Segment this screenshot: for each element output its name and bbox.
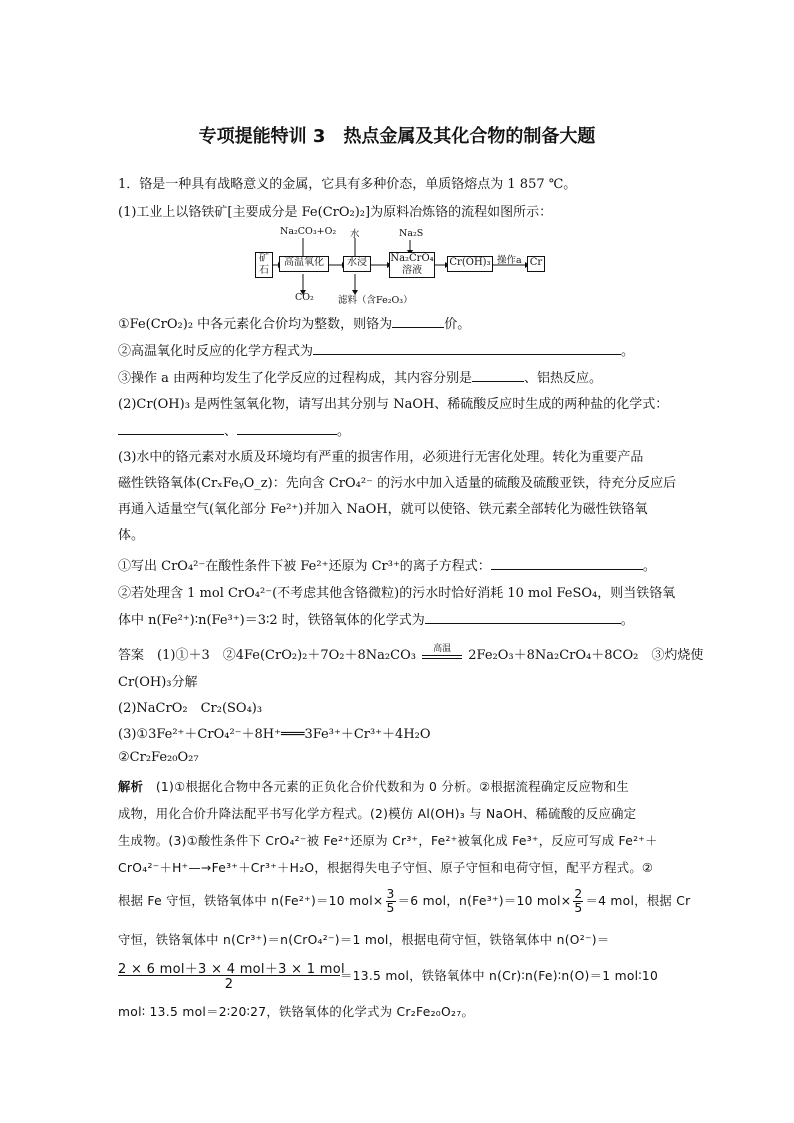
explanation-line-6: 守恒，铁铬氧体中 n(Cr³⁺)＝n(CrO₄²⁻)＝1 mol，根据电荷守恒，铁铬氧体中 n(O²⁻)＝ (118, 933, 610, 947)
explanation-line-2: 成物，用化合价升降法配平书写化学方程式。(2)模仿 Al(OH)₃ 与 NaOH、稀硫酸的反应确定 (118, 807, 637, 821)
document-page: 专项提能特训 3 热点金属及其化合物的制备大题 1．铬是一种具有战略意义的金属，它具有多种价态，单质铬熔点为 1 857 ℃。 (1)工业上以铬铁矿[主要成分是 Fe(CrO₂)₂]为原料冶炼铬的流程如图所示： 矿石 高温氧化 水浸 Na₂CrO₄溶液 Cr(OH)₃ Cr Na₂CO₃+O₂ 水 Na₂S CO₂ 滤料（含Fe₂O₃） 操作a ①Fe(CrO₂)₂ 中各元素化合价均为整数，则铬为 价。 ②高温氧化时反应的化学方程式为 。 ③操作 a 由两种均发生了化学反应的过程构成，其内容分别是 、铝热反应。 (2)Cr(OH)₃ 是两性氢氧化物，请写出其分别与 NaOH、稀硫酸反应时生成的两种盐的化学式： 、 。 (3)水中的铬元素对水质及环境均有严重的损害作用，必须进行无害化处理。转化为重要产品 磁性铁铬氧体(CrₓFeᵧO_z)：先向含 CrO₄²⁻ 的污水中加入适量的硫酸及硫酸亚铁，待充分反应后 再通入适量空气(氧化部分 Fe²⁺)并加入 NaOH，就可以使铬、铁元素全部转化为磁性铁铬氧 体。 ①写出 CrO₄²⁻在酸性条件下被 Fe²⁺还原为 Cr³⁺的离子方程式： 。 ②若处理含 1 mol CrO₄²⁻(不考虑其他含铬微粒)的污水时恰好消耗 10 mol FeSO₄，则当铁铬氧 体中 n(Fe²⁺)∶n(Fe³⁺)＝3∶2 时，铁铬氧体的化学式为 。 答案 (1)①＋3 ②4Fe(CrO₂)₂＋7O₂＋8Na₂CO₃ 高温 2Fe₂O₃＋8Na₂CrO₄＋8CO₂ ③灼烧使 Cr(OH)₃分解 (2)NaCrO₂ Cr₂(SO₄)₃ (3)①3Fe²⁺＋CrO₄²⁻＋8H⁺═══3Fe³⁺＋Cr³⁺＋4H₂O ②Cr₂Fe₂₀O₂₇ 解析 (1)①根据化合物中各元素的正负化合价代数和为 0 分析。②根据流程确定反应物和生 成物，用化合价升降法配平书写化学方程式。(2)模仿 Al(OH)₃ 与 NaOH、稀硫酸的反应确定 生成物。(3)①酸性条件下 CrO₄²⁻被 Fe²⁺还原为 Cr³⁺，Fe²⁺被氧化成 Fe³⁺，反应可写成 Fe²⁺＋ CrO₄²⁻＋H⁺—→Fe³⁺＋Cr³⁺＋H₂O，根据得失电子守恒、原子守恒和电荷守恒，配平方程式。② 根据 Fe 守恒，铁铬氧体中 n(Fe²⁺)＝10 mol× $\frac{3}{5}$ ＝6 mol，n(Fe³⁺)＝10 mol× $\frac{2}{5}$ ＝4 mol，根据 Cr 守恒，铁铬氧体中 n(Cr³⁺)＝n(CrO₄²⁻)＝1 mol，根据电荷守恒，铁铬氧体中 n(O²⁻)＝ 2 × 6 mol＋3 × 4 mol＋3 × 1 mol 2 ＝13.5 mol，铁铬氧体中 n(Cr)∶n(Fe)∶n(O)＝1 mol∶10 mol∶ 13.5 mol＝2∶20∶27，铁铬氧体的化学式为 Cr₂Fe₂₀O₂₇。 (0, 0, 794, 1123)
reaction-condition: 高温 (420, 649, 464, 663)
question-1-b: ②高温氧化时反应的化学方程式为 。 (118, 344, 635, 359)
answer-blank (313, 342, 621, 355)
operation-label: 操作a (497, 255, 522, 266)
answer-blank (425, 611, 621, 624)
answer-line-1: 答案 (1)①＋3 ②4Fe(CrO₂)₂＋7O₂＋8Na₂CO₃ 高温 2Fe₂O₃＋8Na₂CrO₄＋8CO₂ ③灼烧使 (118, 643, 704, 663)
answer-line-5: ②Cr₂Fe₂₀O₂₇ (118, 750, 199, 765)
explanation-line-1: 解析 (1)①根据化合物中各元素的正负化合价代数和为 0 分析。②根据流程确定反应物和生 (118, 780, 630, 794)
fraction: $\frac{3}{5}$ (386, 887, 395, 915)
explanation-line-5: 根据 Fe 守恒，铁铬氧体中 n(Fe²⁺)＝10 mol× $\frac{3}{5}$ ＝6 mol，n(Fe³⁺)＝10 mol× $\frac{2}{5}$ ＝4 mol，根据 Cr (118, 887, 691, 915)
explanation-line-3: 生成物。(3)①酸性条件下 CrO₄²⁻被 Fe²⁺还原为 Cr³⁺，Fe²⁺被氧化成 Fe³⁺，反应可写成 Fe²⁺＋ (118, 834, 658, 848)
explanation-line-7: ＝13.5 mol，铁铬氧体中 n(Cr)∶n(Fe)∶n(O)＝1 mol∶10 (340, 969, 659, 983)
question-1-part-1: (1)工业上以铬铁矿[主要成分是 Fe(CrO₂)₂]为原料冶炼铬的流程如图所示： (118, 205, 553, 220)
explanation-line-8: mol∶ 13.5 mol＝2∶20∶27，铁铬氧体的化学式为 Cr₂Fe₂₀O₂₇。 (118, 1005, 475, 1019)
fraction: $\frac{2}{5}$ (574, 887, 583, 915)
question-1-c: ③操作 a 由两种均发生了化学反应的过程构成，其内容分别是 、铝热反应。 (118, 371, 603, 386)
output-label-1: CO₂ (295, 292, 314, 303)
question-3-line-3: 再通入适量空气(氧化部分 Fe²⁺)并加入 NaOH，就可以使铬、铁元素全部转化为磁性铁铬氧 (118, 502, 648, 517)
ore-box: 矿石 (255, 252, 273, 278)
answer-blank (237, 422, 337, 435)
reagent-label-3: Na₂S (399, 228, 424, 239)
roast-box: 高温氧化 (279, 256, 329, 272)
answer-label: 答案 (118, 648, 145, 663)
answer-blank (392, 315, 444, 328)
question-3-line-1: (3)水中的铬元素对水质及环境均有严重的损害作用，必须进行无害化处理。转化为重要产品 (118, 450, 644, 465)
question-3-line-4: 体。 (118, 528, 145, 543)
explanation-label: 解析 (118, 780, 144, 794)
chromium-box: Cr (527, 256, 545, 272)
question-3-b-line-1: ②若处理含 1 mol CrO₄²⁻(不考虑其他含铬微粒)的污水时恰好消耗 10 mol FeSO₄，则当铁铬氧 (118, 586, 676, 601)
question-3-line-2: 磁性铁铬氧体(CrₓFeᵧO_z)：先向含 CrO₄²⁻ 的污水中加入适量的硫酸及硫酸亚铁，待充分反应后 (118, 476, 677, 491)
output-label-2: 滤料（含Fe₂O₃） (338, 295, 413, 306)
reagent-label-1: Na₂CO₃+O₂ (280, 226, 337, 237)
page-title: 专项提能特训 3 热点金属及其化合物的制备大题 (198, 126, 596, 147)
question-2: (2)Cr(OH)₃ 是两性氢氧化物，请写出其分别与 NaOH、稀硫酸反应时生成的两种盐的化学式： (118, 397, 669, 412)
answer-line-3: (2)NaCrO₂ Cr₂(SO₄)₃ (118, 701, 263, 716)
answer-blank (118, 422, 224, 435)
question-1-intro: 1．铬是一种具有战略意义的金属，它具有多种价态，单质铬熔点为 1 857 ℃。 (118, 177, 577, 192)
hydroxide-box: Cr(OH)₃ (447, 256, 493, 272)
reagent-label-2: 水 (350, 229, 360, 240)
answer-line-2: Cr(OH)₃分解 (118, 675, 198, 690)
solution-box: Na₂CrO₄溶液 (390, 253, 434, 276)
answer-blank (472, 369, 524, 382)
question-3-b-line-2: 体中 n(Fe²⁺)∶n(Fe³⁺)＝3∶2 时，铁铬氧体的化学式为 。 (118, 613, 634, 628)
answer-blank (491, 557, 643, 570)
leach-box: 水浸 (343, 256, 371, 272)
question-2-blanks: 、 。 (118, 420, 350, 439)
question-1-a: ①Fe(CrO₂)₂ 中各元素化合价均为整数，则铬为 价。 (118, 317, 471, 332)
question-3-a: ①写出 CrO₄²⁻在酸性条件下被 Fe²⁺还原为 Cr³⁺的离子方程式： 。 (118, 559, 656, 574)
answer-line-4: (3)①3Fe²⁺＋CrO₄²⁻＋8H⁺═══3Fe³⁺＋Cr³⁺＋4H₂O (118, 727, 431, 742)
explanation-line-4: CrO₄²⁻＋H⁺—→Fe³⁺＋Cr³⁺＋H₂O，根据得失电子守恒、原子守恒和电荷守恒，配平方程式。② (118, 861, 654, 875)
process-flow-diagram (255, 226, 555, 306)
